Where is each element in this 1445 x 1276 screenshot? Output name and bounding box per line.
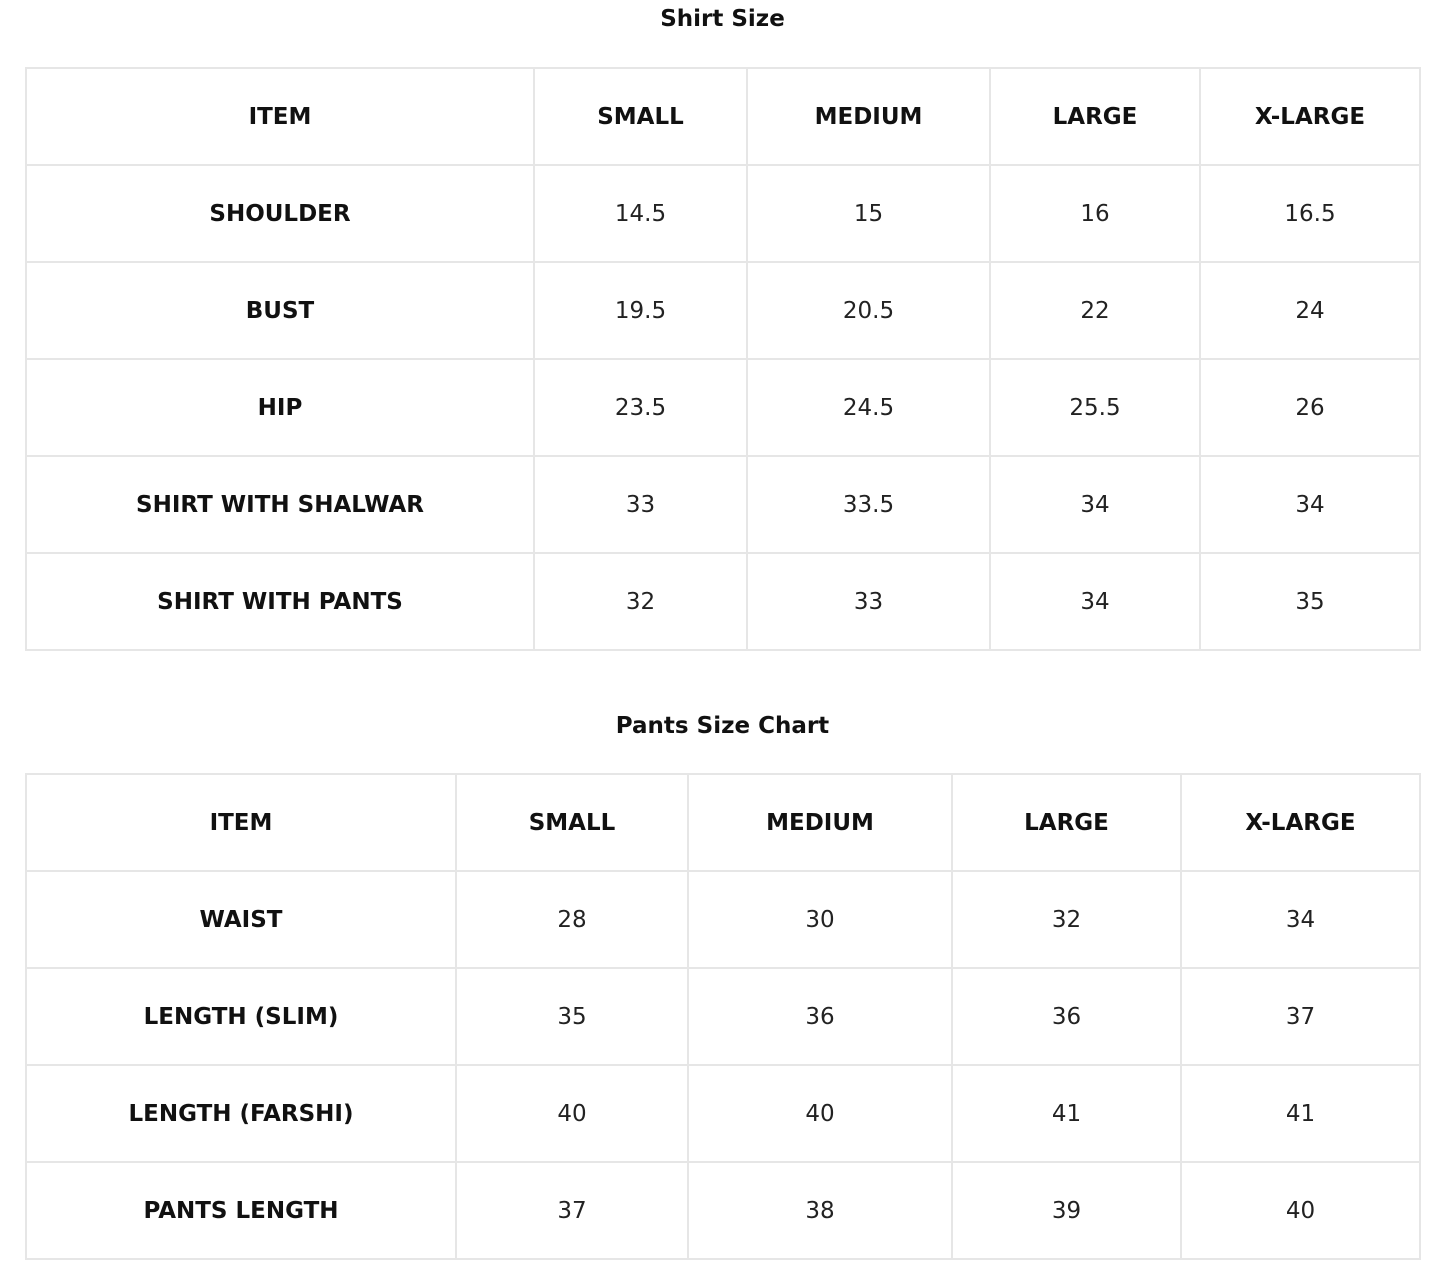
table-cell: 40 <box>1181 1162 1420 1259</box>
column-header: LARGE <box>952 774 1181 871</box>
table-cell: 40 <box>688 1065 952 1162</box>
table-cell: 33 <box>747 553 990 650</box>
column-header: SMALL <box>534 68 747 165</box>
table-cell: 19.5 <box>534 262 747 359</box>
table-cell: 41 <box>952 1065 1181 1162</box>
table-cell: 37 <box>1181 968 1420 1065</box>
table-row <box>26 359 1420 456</box>
table-cell: 32 <box>952 871 1181 968</box>
row-label: BUST <box>26 262 534 359</box>
table-cell: 39 <box>952 1162 1181 1259</box>
table-row <box>26 1065 1420 1162</box>
column-header: MEDIUM <box>747 68 990 165</box>
table-cell: 26 <box>1200 359 1420 456</box>
table-row <box>26 871 1420 968</box>
table-cell: 36 <box>688 968 952 1065</box>
table-row <box>26 165 1420 262</box>
column-header: ITEM <box>26 68 534 165</box>
table-cell: 35 <box>456 968 688 1065</box>
table-cell: 23.5 <box>534 359 747 456</box>
shirt-size-title: Shirt Size <box>660 6 785 32</box>
pants-size-chart-title: Pants Size Chart <box>615 713 830 739</box>
table-cell: 14.5 <box>534 165 747 262</box>
row-label: WAIST <box>26 871 456 968</box>
table-cell: 35 <box>1200 553 1420 650</box>
pants-size-table <box>25 773 1421 1260</box>
table-cell: 33 <box>534 456 747 553</box>
row-label: SHIRT WITH PANTS <box>26 553 534 650</box>
column-header: X-LARGE <box>1200 68 1420 165</box>
table-cell: 41 <box>1181 1065 1420 1162</box>
table-cell: 34 <box>1181 871 1420 968</box>
table-row <box>26 456 1420 553</box>
column-header: X-LARGE <box>1181 774 1420 871</box>
row-label: SHIRT WITH SHALWAR <box>26 456 534 553</box>
table-header-row <box>26 774 1420 871</box>
table-cell: 20.5 <box>747 262 990 359</box>
row-label: LENGTH (SLIM) <box>26 968 456 1065</box>
table-cell: 32 <box>534 553 747 650</box>
table-cell: 36 <box>952 968 1181 1065</box>
table-cell: 28 <box>456 871 688 968</box>
table-cell: 24.5 <box>747 359 990 456</box>
table-header-row <box>26 68 1420 165</box>
table-cell: 30 <box>688 871 952 968</box>
table-cell: 34 <box>1200 456 1420 553</box>
table-cell: 38 <box>688 1162 952 1259</box>
column-header: SMALL <box>456 774 688 871</box>
row-label: HIP <box>26 359 534 456</box>
table-cell: 16 <box>990 165 1200 262</box>
table-cell: 16.5 <box>1200 165 1420 262</box>
table-row <box>26 968 1420 1065</box>
table-cell: 22 <box>990 262 1200 359</box>
table-cell: 37 <box>456 1162 688 1259</box>
table-cell: 34 <box>990 456 1200 553</box>
table-row <box>26 1162 1420 1259</box>
row-label: LENGTH (FARSHI) <box>26 1065 456 1162</box>
table-row <box>26 553 1420 650</box>
table-row <box>26 262 1420 359</box>
shirt-size-table <box>25 67 1421 651</box>
column-header: ITEM <box>26 774 456 871</box>
column-header: MEDIUM <box>688 774 952 871</box>
column-header: LARGE <box>990 68 1200 165</box>
table-cell: 33.5 <box>747 456 990 553</box>
table-cell: 15 <box>747 165 990 262</box>
table-cell: 24 <box>1200 262 1420 359</box>
row-label: SHOULDER <box>26 165 534 262</box>
row-label: PANTS LENGTH <box>26 1162 456 1259</box>
table-cell: 25.5 <box>990 359 1200 456</box>
table-cell: 40 <box>456 1065 688 1162</box>
table-cell: 34 <box>990 553 1200 650</box>
